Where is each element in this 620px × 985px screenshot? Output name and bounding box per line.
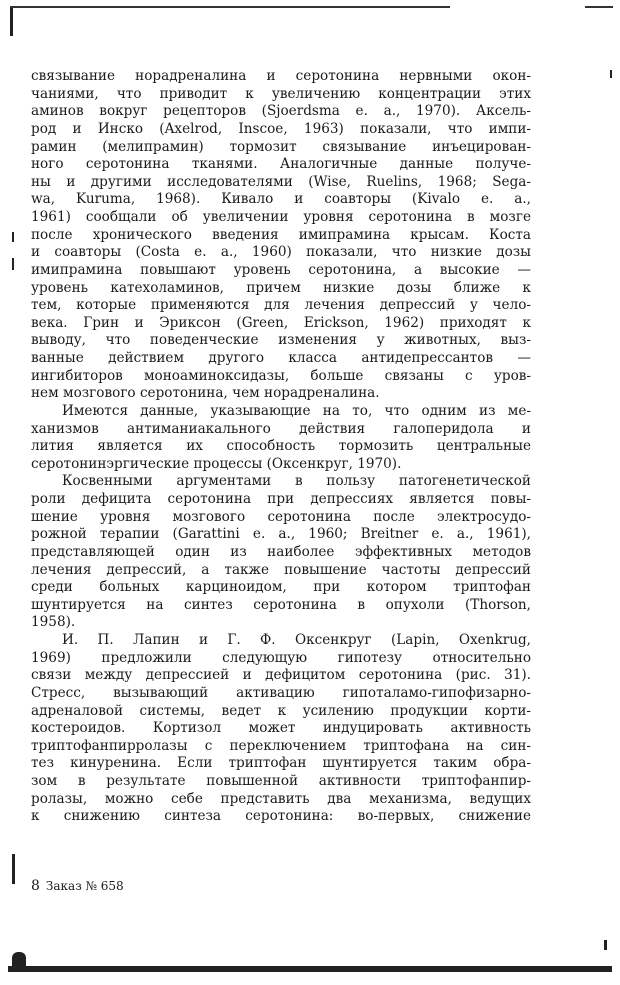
signature-number: 8 (31, 878, 40, 894)
text-line: wa, Kuruma, 1968). Кивало и соавторы (Kivalo e. a., (31, 191, 531, 208)
top-rule (10, 6, 450, 8)
text-line: после хронического введения имипрамина крысам. Коста (31, 226, 531, 243)
text-line: лития является их способность тормозить центральные (31, 438, 531, 455)
scan-mark-left-3 (12, 854, 15, 884)
scan-mark-bottom-right (604, 940, 607, 950)
text-line: ингибиторов моноаминоксидазы, больше связаны с уров- (31, 367, 531, 384)
order-number: Заказ № 658 (45, 879, 124, 893)
paragraph-3 (31, 473, 531, 632)
text-line: 1961) сообщали об увеличении уровня серотонина в мозге (31, 209, 531, 225)
page-body (31, 68, 531, 826)
text-line: выводу, что поведенческие изменения у животных, выз- (31, 332, 531, 349)
text-line: роли дефицита серотонина при депрессиях является повы- (31, 491, 531, 507)
corner-mark (10, 8, 13, 36)
text-line: связывание норадреналина и серотонина нервными окон- (31, 68, 531, 84)
text-line: представляющей один из наиболее эффективных методов (31, 543, 531, 560)
text-line: тем, которые применяются для лечения депрессий у чело- (31, 297, 531, 314)
text-line: и соавторы (Costa e. a., 1960) показали, что низкие дозы (31, 244, 531, 261)
text-line: ного серотонина тканями. Аналогичные данные получе- (31, 156, 531, 173)
scan-mark-left-1 (12, 232, 14, 242)
text-line: триптофанпирролазы с переключением триптофана на син- (31, 737, 531, 754)
text-line: шение уровня мозгового серотонина после электросудо- (31, 508, 531, 525)
text-line: костероидов. Кортизол может индуцировать активность (31, 720, 531, 737)
top-rule-right (585, 6, 613, 8)
text-line: нем мозгового серотонина, чем норадреналина. (31, 385, 380, 402)
text-line: ванные действием другого класса антидепрессантов — (31, 350, 531, 366)
text-line: Стресс, вызывающий активацию гипоталамо-гипофизарно- (31, 684, 531, 701)
text-line: к снижению синтеза серотонина: во-первых, снижение (31, 808, 531, 825)
text-line: адреналовой системы, ведет к усилению продукции корти- (31, 702, 531, 719)
text-line: имипрамина повышают уровень серотонина, а высокие — (31, 261, 531, 278)
paragraph-1 (31, 68, 531, 403)
paragraph-2 (31, 403, 531, 474)
text-line: лечения депрессий, а также повышение частоты депрессий (31, 561, 531, 578)
scan-mark-right (610, 70, 612, 78)
text-line: тез кинуренина. Если триптофан шунтируется таким обра- (31, 755, 531, 772)
text-line: 1969) предложили следующую гипотезу относительно (31, 649, 531, 666)
text-line: И. П. Лапин и Г. Ф. Оксенкруг (Lapin, Oxenkrug, (62, 632, 531, 648)
text-line: Косвенными аргументами в пользу патогенетической (62, 473, 531, 490)
text-line: род и Инско (Axelrod, Inscoe, 1963) показали, что импи- (31, 120, 531, 137)
text-line: ролазы, можно себе представить два механизма, ведущих (31, 790, 531, 807)
text-line: Имеются данные, указывающие на то, что одним из ме- (62, 402, 531, 419)
text-line: шунтируется на синтез серотонина в опухоли (Thorson, (31, 596, 531, 613)
text-line: рамин (мелипрамин) тормозит связывание инъецирован- (31, 138, 531, 155)
text-line: века. Грин и Эриксон (Green, Erickson, 1962) приходят к (31, 314, 531, 331)
text-line: уровень катехоламинов, причем низкие дозы ближе к (31, 279, 531, 296)
scan-mark-left-2 (12, 258, 14, 270)
text-line: ханизмов антиманиакального действия галоперидола и (31, 420, 531, 437)
signature-footer (31, 878, 124, 894)
text-line: аминов вокруг рецепторов (Sjoerdsma e. a., 1970). Аксель- (31, 103, 531, 120)
bottom-rule (8, 966, 612, 972)
text-line: зом в результате повышенной активности триптофанпир- (31, 773, 531, 789)
text-line: 1958). (31, 614, 76, 631)
text-line: рожной терапии (Garattini e. a., 1960; Breitner e. a., 1961), (31, 526, 531, 543)
text-line: серотонинэргические процессы (Оксенкруг, 1970). (31, 455, 402, 472)
text-line: ны и другими исследователями (Wise, Ruelins, 1968; Sega- (31, 173, 531, 190)
text-line: чаниями, что приводит к увеличению концентрации этих (31, 85, 531, 102)
scan-mark-bottom-left (12, 952, 26, 966)
text-line: среди больных карциноидом, при котором триптофан (31, 579, 531, 596)
text-line: связи между депрессией и дефицитом серотонина (рис. 31). (31, 667, 531, 684)
paragraph-4 (31, 632, 531, 826)
